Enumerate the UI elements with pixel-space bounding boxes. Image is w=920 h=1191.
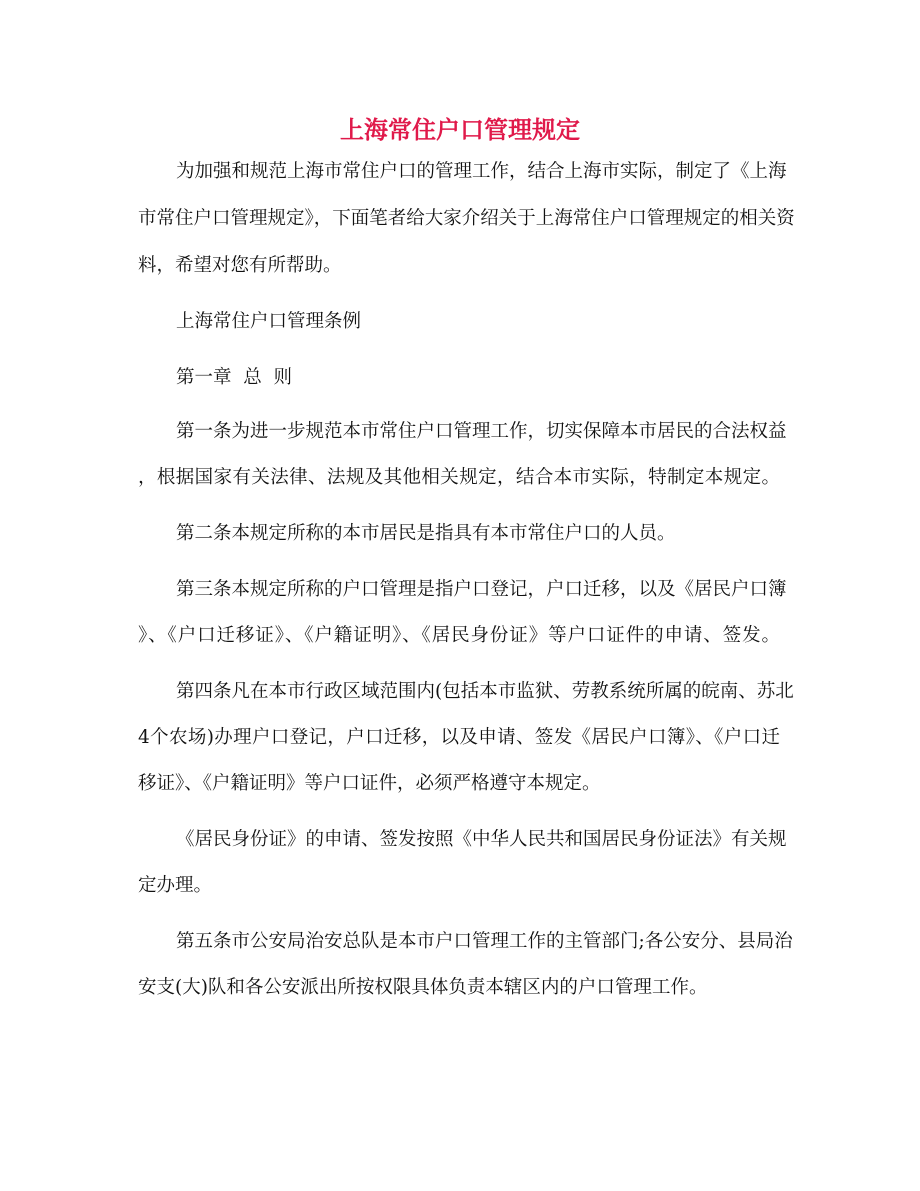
paragraph-line: 》、《户口迁移证》、《户籍证明》、《居民身份证》等户口证件的申请、签发。	[138, 625, 780, 646]
paragraph-line: 第二条本规定所称的本市居民是指具有本市常住户口的人员。	[176, 523, 676, 544]
paragraph-line: ，根据国家有关法律、法规及其他相关规定，结合本市实际，特制定本规定。	[138, 467, 780, 488]
paragraph-line: 4个农场)办理户口登记，户口迁移，以及申请、签发《居民户口簿》、《户口迁	[138, 727, 780, 748]
paragraph-line: 移证》、《户籍证明》等户口证件，必须严格遵守本规定。	[138, 773, 601, 794]
paragraph-line: 第五条市公安局治安总队是本市户口管理工作的主管部门;各公安分、县局治	[176, 931, 793, 952]
paragraph-line: 料，希望对您有所帮助。	[138, 255, 342, 276]
paragraph-line: 安支(大)队和各公安派出所按权限具体负责本辖区内的户口管理工作。	[138, 977, 708, 998]
paragraph-line: 定办理。	[138, 875, 213, 896]
paragraph-line: 《居民身份证》的申请、签发按照《中华人民共和国居民身份证法》有关规	[176, 829, 787, 850]
paragraph-line: 为加强和规范上海市常住户口的管理工作，结合上海市实际，制定了《上海	[176, 161, 787, 182]
section-heading: 上海常住户口管理条例	[176, 311, 362, 332]
paragraph-line: 第四条凡在本市行政区域范围内(包括本市监狱、劳教系统所属的皖南、苏北	[176, 681, 794, 702]
chapter-heading: 第一章 总 则	[176, 367, 293, 388]
paragraph-line: 第一条为进一步规范本市常住户口管理工作，切实保障本市居民的合法权益	[176, 421, 787, 442]
document-title: 上海常住户口管理规定	[340, 116, 580, 144]
paragraph-line: 第三条本规定所称的户口管理是指户口登记，户口迁移，以及《居民户口簿	[176, 579, 787, 600]
paragraph-line: 市常住户口管理规定》，下面笔者给大家介绍关于上海常住户口管理规定的相关资	[138, 208, 795, 229]
